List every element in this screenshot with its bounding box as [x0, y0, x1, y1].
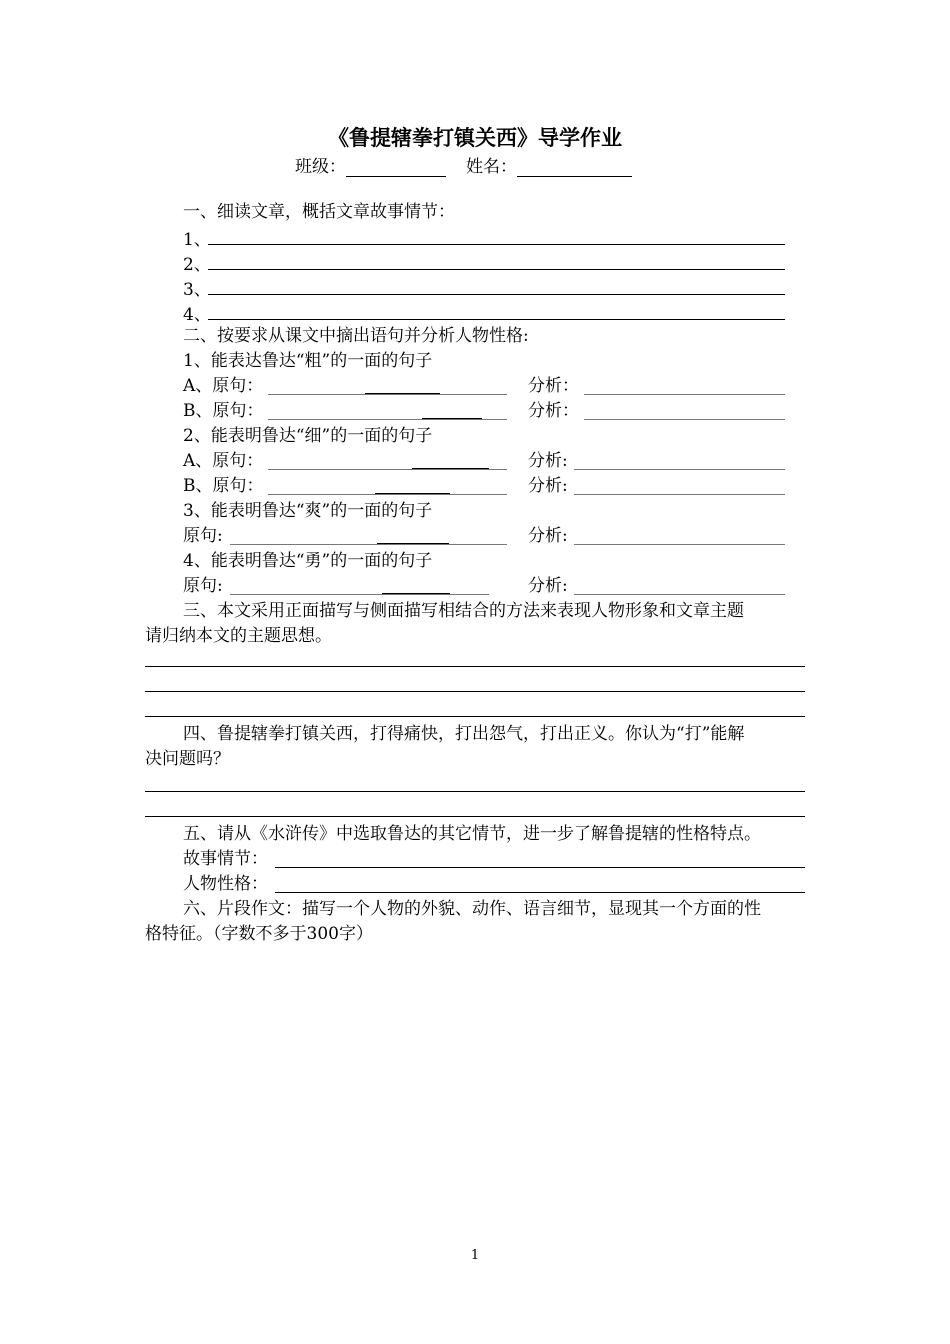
- q3-answer-line-1[interactable]: [145, 666, 805, 667]
- q2-s1-b-blank[interactable]: [268, 419, 507, 420]
- q2-s2-title: 2、能表明鲁达“细”的一面的句子: [183, 426, 433, 446]
- q1-item-4: 4、: [183, 305, 211, 325]
- q2-s1-a-label: A、原句：: [183, 376, 264, 396]
- q3-line-2: 请归纳本文的主题思想。: [145, 626, 332, 646]
- q2-s1-a-blank[interactable]: [268, 394, 507, 395]
- name-blank[interactable]: [517, 158, 632, 177]
- q5-character-label: 人物性格：: [183, 874, 268, 894]
- q2-s4-orig-blank[interactable]: [230, 594, 489, 595]
- q2-s4-analysis-blank[interactable]: [574, 594, 785, 595]
- q1-item-3: 3、: [183, 280, 211, 300]
- q2-s4-orig-blank-mark: [382, 593, 450, 594]
- q2-s4-analysis-label: 分析:: [528, 576, 568, 596]
- q2-s2-a-blank[interactable]: [268, 469, 507, 470]
- q2-s1-title: 1、能表达鲁达“粗”的一面的句子: [183, 351, 433, 371]
- q3-line-1: 三、本文采用正面描写与侧面描写相结合的方法来表现人物形象和文章主题: [183, 601, 744, 621]
- class-blank[interactable]: [346, 158, 446, 177]
- q2-s2-b-blank[interactable]: [268, 494, 507, 495]
- q4-answer-line-1[interactable]: [145, 791, 805, 792]
- q2-s1-b-blank-mark: [422, 418, 482, 419]
- page-number: 1: [470, 1248, 480, 1263]
- q2-s2-b-analysis-label: 分析:: [528, 476, 568, 496]
- q2-s2-b-analysis-blank[interactable]: [574, 494, 785, 495]
- q5-plot-label: 故事情节：: [183, 849, 268, 869]
- q2-s2-a-analysis-label: 分析:: [528, 451, 568, 471]
- q4-line-1: 四、鲁提辖拳打镇关西，打得痛快，打出怨气，打出正义。你认为“打”能解: [183, 724, 745, 744]
- q1-item-2: 2、: [183, 255, 211, 275]
- q2-s3-analysis-blank[interactable]: [574, 544, 785, 545]
- q6-line-1: 六、片段作文：描写一个人物的外貌、动作、语言细节，显现其一个方面的性: [183, 899, 761, 919]
- q4-answer-line-2[interactable]: [145, 816, 805, 817]
- q2-s2-a-analysis-blank[interactable]: [574, 469, 785, 470]
- page-title: 《鲁提辖拳打镇关西》导学作业: [328, 126, 622, 150]
- q2-s3-orig-label: 原句:: [183, 526, 223, 546]
- q2-s2-a-label: A、原句：: [183, 451, 264, 471]
- q4-line-2: 决问题吗？: [145, 749, 230, 769]
- q2-s3-orig-blank-mark: [377, 543, 449, 544]
- q2-s1-a-blank-mark: [365, 393, 440, 394]
- q2-s2-a-blank-mark: [412, 468, 489, 469]
- q1-blank-2[interactable]: [208, 269, 785, 270]
- q2-heading: 二、按要求从课文中摘出语句并分析人物性格:: [183, 326, 529, 346]
- q2-s3-orig-blank[interactable]: [230, 544, 507, 545]
- q6-line-2: 格特征。（字数不多于300字）: [145, 924, 373, 944]
- q2-s1-a-analysis-blank[interactable]: [584, 394, 785, 395]
- name-label: 姓名：: [466, 157, 517, 177]
- q1-blank-1[interactable]: [208, 244, 785, 245]
- q1-blank-3[interactable]: [208, 294, 785, 295]
- q1-heading: 一、细读文章，概括文章故事情节：: [183, 202, 455, 222]
- q2-s1-b-analysis-label: 分析：: [528, 401, 579, 421]
- q5-line-1: 五、请从《水浒传》中选取鲁达的其它情节，进一步了解鲁提辖的性格特点。: [183, 824, 761, 844]
- q2-s2-b-label: B、原句：: [183, 476, 264, 496]
- q2-s1-a-analysis-label: 分析：: [528, 376, 579, 396]
- student-info: [295, 152, 632, 177]
- q2-s3-analysis-label: 分析:: [528, 526, 568, 546]
- q5-character-blank[interactable]: [275, 892, 805, 893]
- q2-s3-title: 3、能表明鲁达“爽”的一面的句子: [183, 501, 433, 521]
- q1-blank-4[interactable]: [208, 319, 785, 320]
- q2-s1-b-label: B、原句：: [183, 401, 264, 421]
- q3-answer-line-3[interactable]: [145, 716, 805, 717]
- q2-s4-orig-label: 原句:: [183, 576, 223, 596]
- q2-s2-b-blank-mark: [375, 493, 450, 494]
- class-label: 班级：: [295, 157, 346, 177]
- q2-s4-title: 4、能表明鲁达“勇”的一面的句子: [183, 551, 433, 571]
- q2-s1-b-analysis-blank[interactable]: [584, 419, 785, 420]
- q3-answer-line-2[interactable]: [145, 691, 805, 692]
- q5-plot-blank[interactable]: [275, 867, 805, 868]
- q1-item-1: 1、: [183, 230, 211, 250]
